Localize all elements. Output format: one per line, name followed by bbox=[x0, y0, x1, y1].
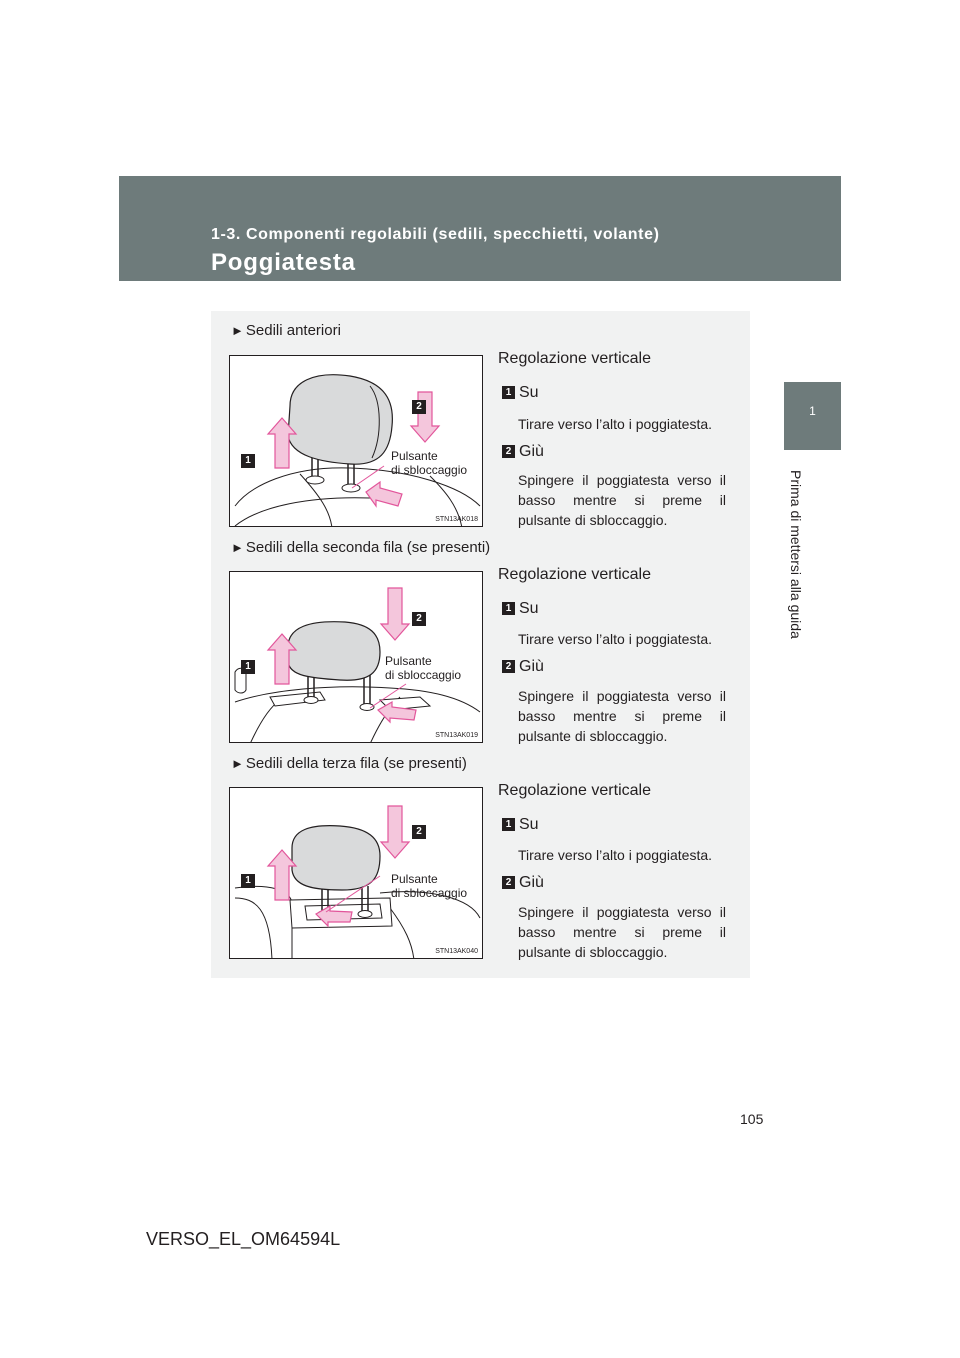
step-text-down: Spingere il poggiatesta verso il basso mentre si preme il pulsante di sbloccaggio. bbox=[518, 688, 726, 744]
step-label-up: Su bbox=[519, 600, 539, 617]
step-badge: 2 bbox=[502, 445, 515, 458]
page-title: Poggiatesta bbox=[211, 249, 356, 276]
adjust-title: Regolazione verticale bbox=[498, 350, 651, 367]
step-badge: 1 bbox=[502, 386, 515, 399]
document-code: VERSO_EL_OM64594L bbox=[146, 1229, 341, 1249]
up-step-badge: 1 bbox=[241, 874, 255, 888]
down-step-badge: 2 bbox=[412, 825, 426, 839]
figure-code: STN13AK018 bbox=[435, 516, 478, 523]
section-heading-second-row: ► Sedili della seconda fila (se presenti) bbox=[231, 539, 491, 556]
step-text-down: Spingere il poggiatesta verso il basso mentre si preme il pulsante di sbloccaggio. bbox=[518, 904, 726, 960]
step-badge: 1 bbox=[502, 818, 515, 831]
step-label-down: Giù bbox=[519, 443, 544, 460]
section-title: 1-3. Componenti regolabili (sedili, specchietti, volante) bbox=[211, 226, 660, 243]
triangle-icon: ► bbox=[231, 540, 244, 555]
down-step-badge: 2 bbox=[412, 612, 426, 626]
step-label-down: Giù bbox=[519, 874, 544, 891]
step-text-down: Spingere il poggiatesta verso il basso mentre si preme il pulsante di sbloccaggio. bbox=[518, 472, 726, 528]
chapter-number: 1 bbox=[809, 404, 816, 418]
adjust-title: Regolazione verticale bbox=[498, 782, 651, 799]
step-badge: 1 bbox=[502, 602, 515, 615]
page-header bbox=[119, 176, 841, 281]
release-button-label: Pulsante di sbloccaggio bbox=[385, 654, 462, 682]
page-number: 105 bbox=[740, 1111, 764, 1127]
front-headrest-illustration bbox=[230, 356, 483, 527]
release-button-label: Pulsante di sbloccaggio bbox=[391, 449, 468, 477]
figure-second-row-headrest bbox=[229, 571, 483, 743]
chapter-title: Prima di mettersi alla guida bbox=[788, 470, 804, 639]
section-heading-third-row: ► Sedili della terza fila (se presenti) bbox=[231, 755, 467, 772]
figure-front-headrest bbox=[229, 355, 483, 527]
step-text-up: Tirare verso l’alto i poggiatesta. bbox=[518, 631, 713, 647]
step-badge: 2 bbox=[502, 660, 515, 673]
step-label-up: Su bbox=[519, 384, 539, 401]
triangle-icon: ► bbox=[231, 323, 244, 338]
triangle-icon: ► bbox=[231, 756, 244, 771]
step-text-up: Tirare verso l’alto i poggiatesta. bbox=[518, 416, 713, 432]
figure-code: STN13AK019 bbox=[435, 732, 478, 739]
step-label-up: Su bbox=[519, 816, 539, 833]
figure-third-row-headrest bbox=[229, 787, 483, 959]
down-step-badge: 2 bbox=[412, 400, 426, 414]
step-badge: 2 bbox=[502, 876, 515, 889]
adjust-title: Regolazione verticale bbox=[498, 566, 651, 583]
step-text-up: Tirare verso l’alto i poggiatesta. bbox=[518, 847, 713, 863]
section-heading-front: ► Sedili anteriori bbox=[231, 322, 341, 339]
release-button-label: Pulsante di sbloccaggio bbox=[391, 872, 468, 900]
chapter-tab bbox=[784, 382, 841, 450]
up-step-badge: 1 bbox=[241, 660, 255, 674]
up-step-badge: 1 bbox=[241, 454, 255, 468]
step-label-down: Giù bbox=[519, 658, 544, 675]
figure-code: STN13AK040 bbox=[435, 948, 478, 955]
